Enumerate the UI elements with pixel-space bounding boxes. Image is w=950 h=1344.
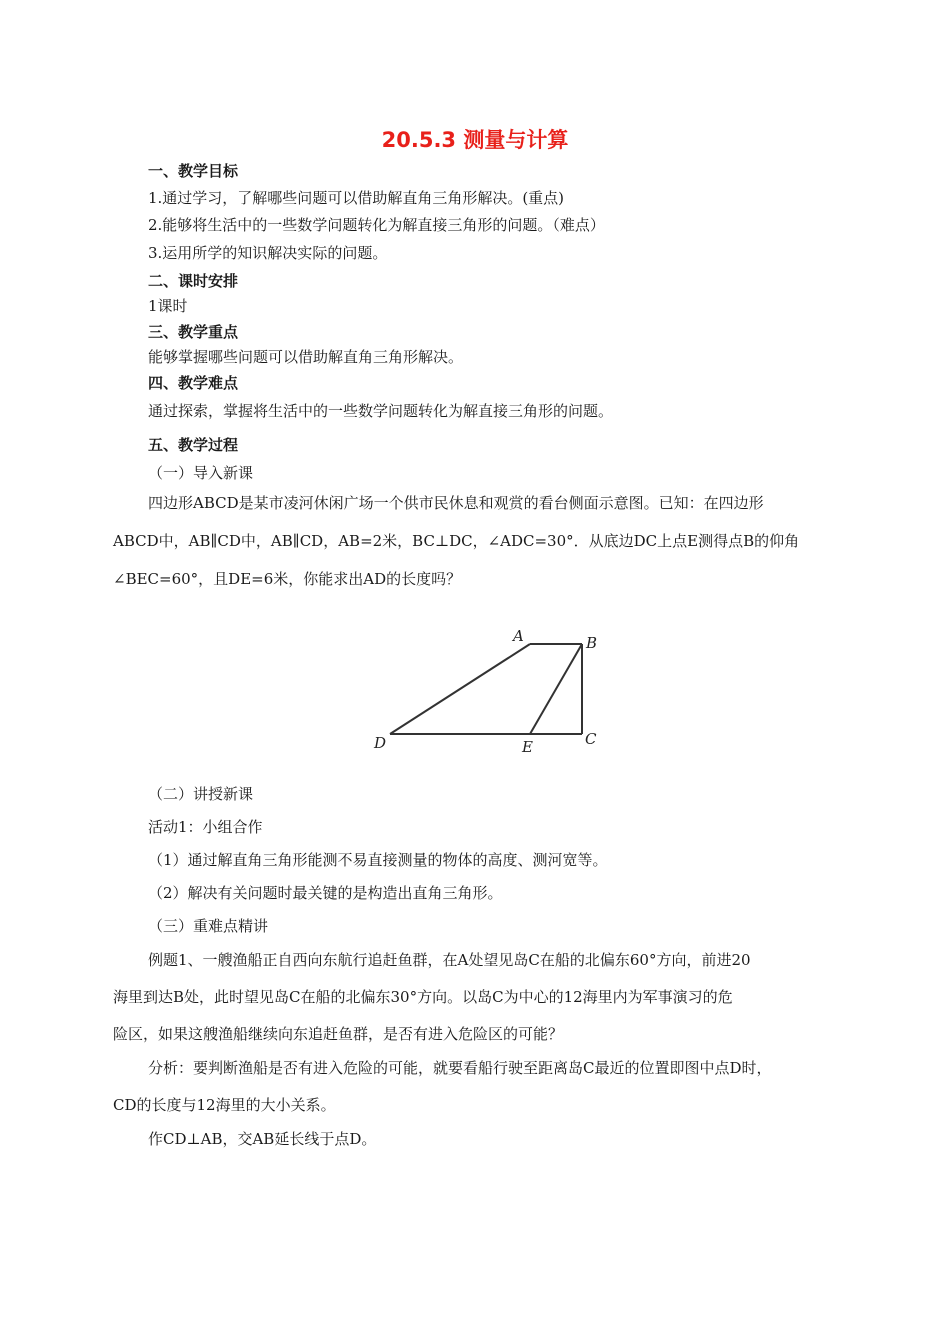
- label-e: E: [522, 738, 533, 756]
- problem-text: ∠BEC=60°，且DE=6米，你能求出AD的长度吗？: [113, 570, 462, 588]
- trapezoid-figure: [370, 630, 610, 760]
- goal-item: 3.运用所学的知识解决实际的问题。: [148, 244, 388, 262]
- activity-label: 活动1：小组合作: [148, 818, 263, 836]
- label-c: C: [585, 730, 597, 748]
- label-a: A: [513, 630, 524, 645]
- section-heading-focus: 三、教学重点: [148, 323, 239, 341]
- segment-da: [390, 644, 530, 734]
- section-heading-goals: 一、教学目标: [148, 162, 239, 180]
- subsection-label: （三）重难点精讲: [148, 917, 269, 935]
- page-title: 20.5.3 测量与计算: [381, 128, 569, 152]
- section-heading-schedule: 二、课时安排: [148, 272, 239, 290]
- label-b: B: [586, 634, 598, 652]
- difficulty-text: 通过探索，掌握将生活中的一些数学问题转化为解直接三角形的问题。: [148, 402, 614, 420]
- analysis-text: 分析：要判断渔船是否有进入危险的可能，就要看船行驶至距离岛C最近的位置即图中点D时，: [148, 1059, 772, 1077]
- segment-eb: [530, 644, 582, 734]
- focus-text: 能够掌握哪些问题可以借助解直角三角形解决。: [148, 348, 464, 366]
- analysis-text: CD的长度与12海里的大小关系。: [113, 1096, 336, 1114]
- section-heading-process: 五、教学过程: [148, 436, 239, 454]
- schedule-text: 1课时: [148, 297, 188, 315]
- goal-item: 2.能够将生活中的一些数学问题转化为解直接三角形的问题。（难点）: [148, 216, 605, 234]
- problem-text: ABCD中，AB∥CD中，AB∥CD，AB=2米，BC⊥DC，∠ADC=30°．从底边DC上点E测得点B的仰角: [113, 532, 800, 550]
- activity-item: （2）解决有关问题时最关键的是构造出直角三角形。: [148, 884, 503, 902]
- example-text: 例题1、一艘渔船正自西向东航行追赶鱼群，在A处望见岛C在船的北偏东60°方向，前进20: [148, 951, 751, 969]
- label-d: D: [374, 734, 387, 752]
- problem-text: 四边形ABCD是某市凌河休闲广场一个供市民休息和观赏的看台侧面示意图。已知：在四边形: [148, 494, 764, 512]
- activity-item: （1）通过解直角三角形能测不易直接测量的物体的高度、测河宽等。: [148, 851, 608, 869]
- subsection-label: （一）导入新课: [148, 464, 254, 482]
- example-text: 险区，如果这艘渔船继续向东追赶鱼群，是否有进入危险区的可能？: [113, 1025, 564, 1043]
- example-text: 海里到达B处，此时望见岛C在船的北偏东30°方向。以岛C为中心的12海里内为军事演习的危: [113, 988, 733, 1006]
- goal-item: 1.通过学习，了解哪些问题可以借助解直角三角形解决。(重点): [148, 189, 565, 207]
- construction-text: 作CD⊥AB，交AB延长线于点D。: [148, 1130, 377, 1148]
- section-heading-difficulty: 四、教学难点: [148, 374, 239, 392]
- subsection-label: （二）讲授新课: [148, 785, 254, 803]
